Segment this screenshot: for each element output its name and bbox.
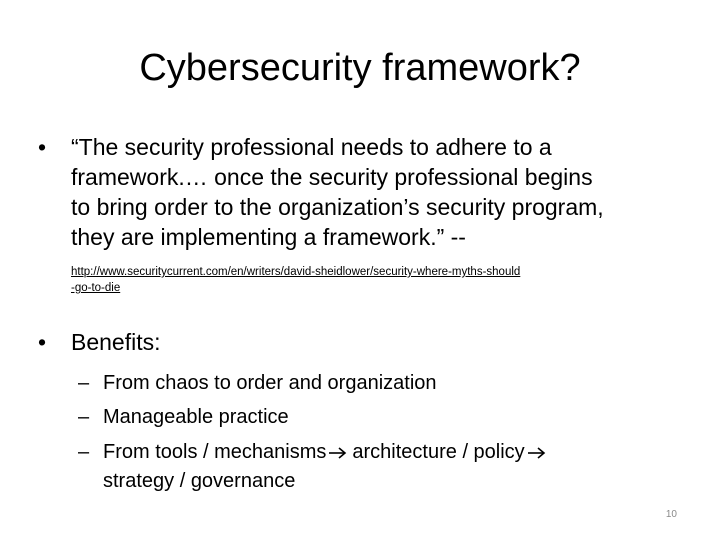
sub-bullet-dash: – bbox=[78, 406, 90, 428]
benefit-item-part-architecture: architecture / policy bbox=[352, 441, 525, 463]
quote-paragraph bbox=[71, 132, 691, 252]
source-link[interactable] bbox=[71, 264, 691, 296]
benefit-item-part-strategy: strategy / governance bbox=[103, 470, 296, 492]
benefit-item-part-tools: From tools / mechanisms bbox=[103, 441, 327, 463]
quote-line: to bring order to the organization’s security program, bbox=[71, 194, 604, 220]
source-link-line[interactable]: -go-to-die bbox=[71, 282, 121, 294]
bullet-marker: • bbox=[38, 329, 47, 355]
benefit-item-chaos-to-order: From chaos to order and organization bbox=[103, 372, 437, 394]
quote-line: they are implementing a framework.” -- bbox=[71, 224, 466, 250]
quote-line: framework.… once the security professional begins bbox=[71, 164, 593, 190]
arrow-right-icon bbox=[328, 446, 348, 460]
arrow-right-icon bbox=[527, 446, 547, 460]
page-number: 10 bbox=[665, 509, 677, 520]
sub-bullet-dash: – bbox=[78, 372, 90, 394]
benefit-item-manageable-practice: Manageable practice bbox=[103, 406, 289, 428]
source-link-line[interactable]: http://www.securitycurrent.com/en/writers/david-sheidlower/security-where-myths-should bbox=[71, 266, 521, 278]
sub-bullet-dash: – bbox=[78, 441, 90, 463]
bullet-marker: • bbox=[38, 134, 47, 160]
quote-line: “The security professional needs to adhere to a bbox=[71, 134, 552, 160]
benefit-item-tools-to-governance bbox=[103, 438, 551, 467]
slide-title: Cybersecurity framework? bbox=[139, 47, 581, 89]
benefits-heading: Benefits: bbox=[71, 329, 161, 355]
